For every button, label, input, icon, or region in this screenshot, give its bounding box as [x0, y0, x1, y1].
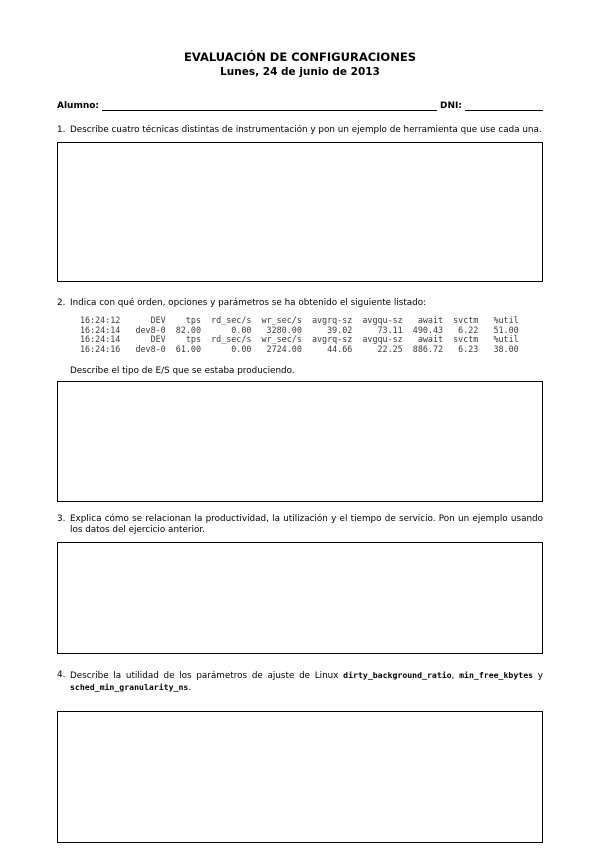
dni-blank-line [465, 100, 543, 111]
question-1 [57, 125, 543, 137]
question-2-followup: Describe el tipo de E/S que se estaba produciendo. [70, 366, 295, 376]
question-3-number: 3. [57, 513, 66, 524]
question-4-number: 4. [57, 669, 66, 680]
linux-param-dirty-background-ratio: dirty_background_ratio [343, 669, 452, 680]
question-3-text: Explica cómo se relacionan la productividad, la utilización y el tiempo de servicio. Pon un ejemplo usando los datos del ejercicio anterior. [70, 513, 543, 535]
answer-box-3 [57, 542, 543, 654]
alumno-label: Alumno: [57, 101, 100, 111]
question-4-text-part: . [188, 683, 192, 693]
dni-label: DNI: [440, 101, 462, 111]
alumno-blank-line [102, 100, 437, 111]
question-3 [57, 514, 543, 537]
question-2-number: 2. [57, 297, 66, 308]
student-line [57, 99, 543, 111]
sar-output-listing [80, 316, 543, 354]
page-title: EVALUACIÓN DE CONFIGURACIONES [184, 50, 416, 64]
answer-box-1 [57, 142, 543, 282]
question-2 [57, 298, 543, 310]
question-2-text: Indica con qué orden, opciones y parámetros se ha obtenido el siguiente listado: [70, 297, 427, 308]
linux-param-sched-min-granularity-ns: sched_min_granularity_ns [70, 682, 189, 692]
question-1-number: 1. [57, 125, 66, 135]
answer-box-2 [57, 381, 543, 502]
question-4-text-part: y [533, 670, 543, 681]
question-4-text-part: Describe la utilidad de los parámetros de ajuste de Linux [70, 670, 344, 681]
answer-box-4 [57, 711, 543, 843]
question-1-text: Describe cuatro técnicas distintas de instrumentación y pon un ejemplo de herramienta que use cada una. [70, 125, 542, 135]
listing-line: 16:24:14 dev8-0 82.00 0.00 3280.00 39.02 73.11 490.43 6.22 51.00 [80, 324, 519, 335]
page-date: Lunes, 24 de junio de 2013 [220, 66, 380, 78]
listing-line: 16:24:14 DEV tps rd_sec/s wr_sec/s avgrq-sz avgqu-sz await svctm %util [80, 334, 519, 344]
question-4 [57, 670, 543, 695]
listing-line: 16:24:16 dev8-0 61.00 0.00 2724.00 44.66 22.25 886.72 6.23 38.00 [80, 343, 519, 354]
question-4-text [70, 670, 543, 695]
linux-param-min-free-kbytes: min_free_kbytes [459, 669, 534, 680]
listing-line: 16:24:12 DEV tps rd_sec/s wr_sec/s avgrq-sz avgqu-sz await svctm %util [80, 315, 519, 325]
question-4-text-part: , [451, 670, 460, 681]
